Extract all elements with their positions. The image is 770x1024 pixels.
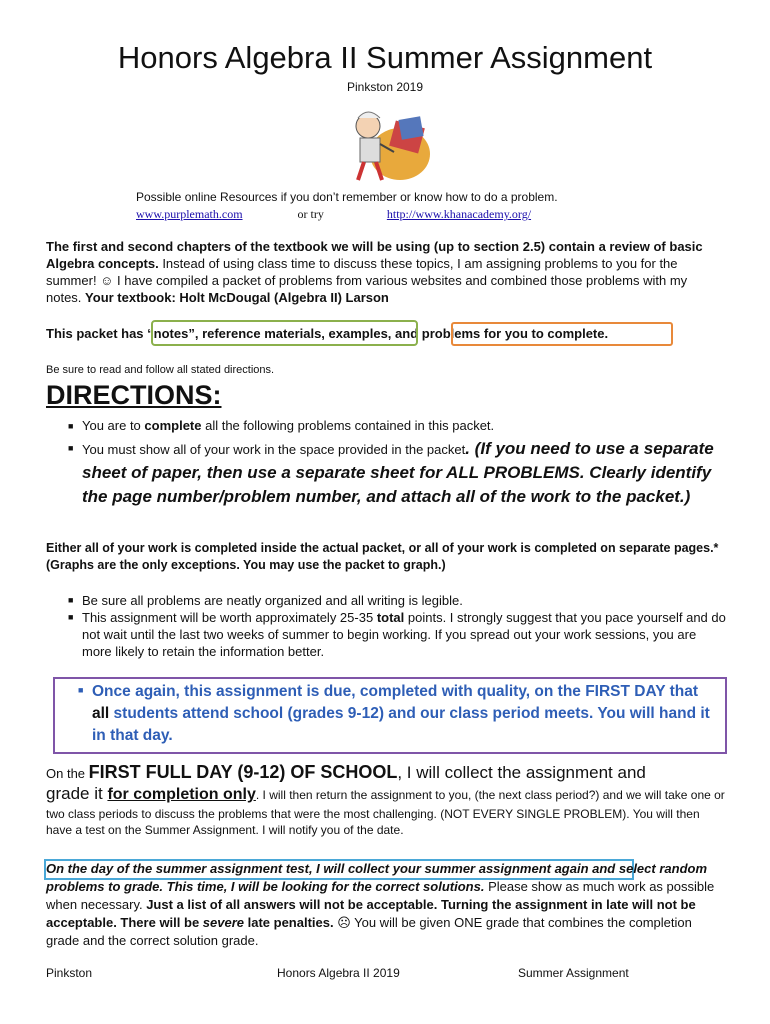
intro-bold: The first and second chapters of the textbook we will be using (up to section 2.5) contain a review of basic Algebra concepts. bbox=[46, 239, 703, 271]
list-item: ■ You are to complete all the following problems contained in this packet. bbox=[68, 418, 495, 433]
packet-problems: problems for you to complete. bbox=[421, 326, 609, 341]
directions-list bbox=[56, 415, 726, 509]
khanacademy-link[interactable]: http://www.khanacademy.org/ bbox=[386, 207, 532, 221]
footer-center: Honors Algebra II 2019 bbox=[277, 966, 400, 980]
textbook-info: Your textbook: Holt McDougal (Algebra II) Larson bbox=[85, 290, 389, 305]
list-item: ■ You must show all of your work in the space provided in the packet. (If you need to use a separate sheet of paper, then use a separate sheet for ALL PROBLEMS. Clearly identify the page number/problem number, and attach all of the work to the packet.) bbox=[68, 439, 714, 506]
notes-highlight-box bbox=[151, 320, 418, 346]
packet-prefix: This packet has bbox=[46, 326, 144, 341]
packet-and: and bbox=[391, 326, 422, 341]
intro-normal: Instead of using class time to discuss these topics, I am assigning problems to you for the summer! ☺ I have compiled a packet of problems from various websites and combined those problems with my notes. bbox=[46, 256, 688, 305]
resource-links bbox=[136, 207, 636, 222]
list-item: ■ Be sure all problems are neatly organized and all writing is legible. bbox=[68, 593, 463, 608]
packet-notes: “notes”, reference materials, examples, bbox=[147, 326, 392, 341]
problems-highlight-box bbox=[451, 322, 673, 346]
list-item: ■ Once again, this assignment is due, completed with quality, on the FIRST DAY that all students attend school (grades 9-12) and our class period meets. You will hand it in that day. bbox=[78, 683, 710, 744]
first-day-paragraph: On the FIRST FULL DAY (9-12) OF SCHOOL, I will collect the assignment and grade it for completion only. I will then return the assignment to you, (the next class period?) and we will take one or two class periods to discuss the problems that were the most challenging. (NOT EVERY SINGLE PROBLEM). You will then have a test on the Summer Assignment. I will notify you of the date. bbox=[46, 762, 725, 837]
page-title: Honors Algebra II Summer Assignment bbox=[117, 40, 653, 75]
test-paragraph: On the day of the summer assignment test, I will collect your summer assignment again and select random problems to grade. This time, I will be looking for the correct solutions. Please show as much work as possible when necessary. Just a list of all answers will not be acceptable. Turning the assignment in late will not be acceptable. There will be severe late penalties. ☹ You will be given ONE grade that combines the completion grade and the correct solution grade. bbox=[46, 861, 715, 948]
student-cartoon-image bbox=[330, 104, 442, 186]
either-paragraph: Either all of your work is completed inside the actual packet, or all of your work is completed on separate pages.* (Graphs are the only exceptions. You may use the packet to graph.) bbox=[46, 541, 719, 572]
footer-right: Summer Assignment bbox=[518, 966, 629, 980]
footer-left: Pinkston bbox=[46, 966, 93, 980]
page-subtitle: Pinkston 2019 bbox=[346, 80, 424, 94]
intro-paragraph bbox=[46, 238, 726, 306]
read-directions-line: Be sure to read and follow all stated directions. bbox=[46, 364, 275, 376]
list-item: ■ This assignment will be worth approximately 25-35 total points. I strongly suggest that you pace yourself and do not wait until the last two weeks of summer to begin working. If you spread out your work sessions, you are more likely to retain the information better. bbox=[68, 610, 726, 659]
purplemath-link[interactable]: www.purplemath.com bbox=[136, 207, 243, 221]
or-try-text: or try bbox=[297, 207, 324, 221]
resources-intro: Possible online Resources if you don’t remember or know how to do a problem. bbox=[136, 190, 558, 204]
due-date-list bbox=[66, 681, 716, 747]
pacing-list bbox=[56, 592, 726, 660]
directions-heading: DIRECTIONS: bbox=[46, 380, 222, 410]
